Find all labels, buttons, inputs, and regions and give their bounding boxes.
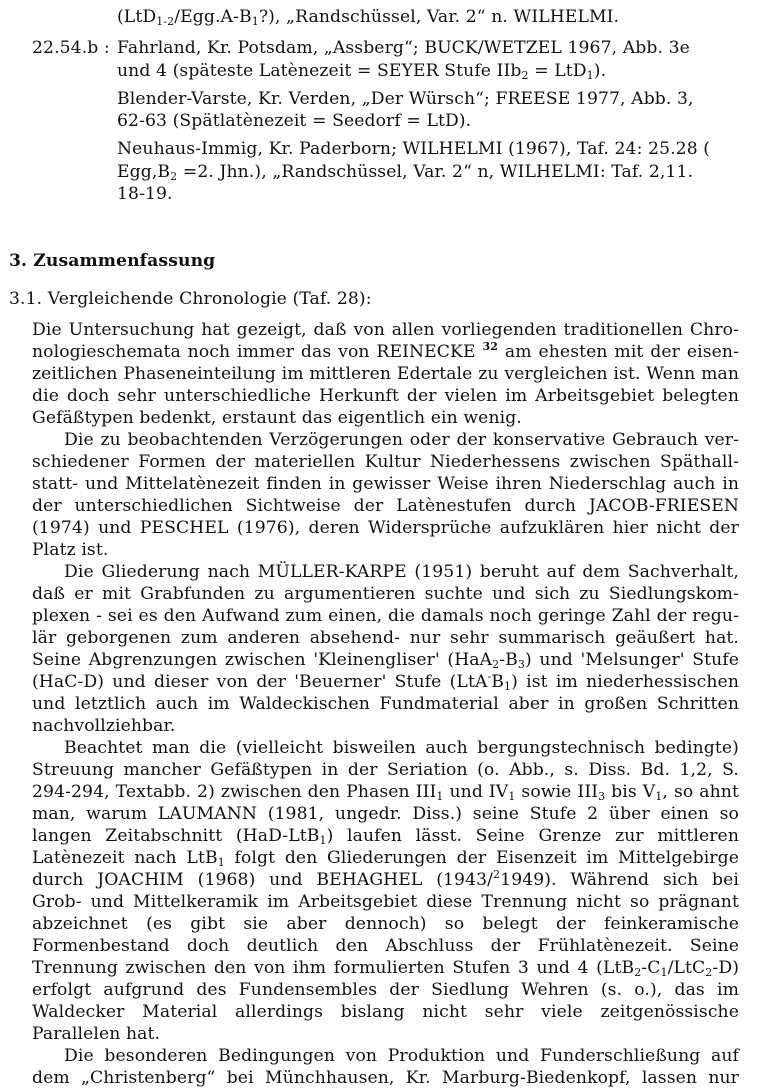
body-line: Gefäßtypen bedenkt, erstaunt das eigentlich ein wenig. xyxy=(32,408,522,428)
body-line: plexen - sei es den Aufwand zum einen, die damals noch geringe Zahl der regu- xyxy=(32,606,739,626)
body-line: Die Untersuchung hat gezeigt, daß von allen vorliegenden traditionellen Chro- xyxy=(32,320,739,340)
section-heading: 3. Zusammenfassung xyxy=(9,251,216,271)
body-line: Formenbestand doch deutlich den Abschluss der Frühlatènezeit. Seine xyxy=(32,936,739,956)
body-line: Platz ist. xyxy=(32,540,109,560)
catalog-line: Blender-Varste, Kr. Verden, „Der Würsch“; FREESE 1977, Abb. 3, xyxy=(117,89,694,109)
body-line: daß er mit Grabfunden zu argumentieren suchte und sich zu Siedlungskom- xyxy=(32,584,739,604)
body-line: statt- und Mittelatènezeit finden in gewisser Weise ihren Niederschlag auch in xyxy=(32,474,739,494)
body-line: 294-294, Textabb. 2) zwischen den Phasen $III_1$ und $IV_1$ sowie $III_3$ bis $V_1$, so ahnt xyxy=(32,782,739,803)
body-line: lär geborgenen zum anderen absehend- nur sehr summarisch geäußert hat. xyxy=(32,628,739,648)
body-line: Parallelen hat. xyxy=(32,1024,161,1044)
catalog-entry-id: 22.54.b : xyxy=(32,38,110,58)
body-line: dem „Christenberg“ bei Münchhausen, Kr. Marburg-Biedenkopf, lassen nur xyxy=(32,1068,739,1088)
catalog-line: 62-63 (Spätlatènezeit = Seedorf = LtD). xyxy=(117,111,472,131)
body-line: die doch sehr unterschiedliche Herkunft der vielen im Arbeitsgebiet belegten xyxy=(32,386,739,406)
body-line: und letztlich auch im Waldeckischen Fundmaterial aber in großen Schritten xyxy=(32,694,739,714)
catalog-line: Neuhaus-Immig, Kr. Paderborn; WILHELMI (1967), Taf. 24: 25.28 ( xyxy=(117,139,711,159)
catalog-line: und 4 (späteste Latènezeit = SEYER Stufe IIb$_2$ = LtD$_1$). xyxy=(117,61,607,82)
body-line: Die zu beobachtenden Verzögerungen oder der konservative Gebrauch ver- xyxy=(64,430,739,450)
body-line: abzeichnet (es gibt sie aber dennoch) so belegt der feinkeramische xyxy=(32,914,739,934)
catalog-line: $Egg,B_2 =2$. Jhn.), „Randschüssel, Var. 2“ n, WILHELMI: Taf. 2,11. xyxy=(117,162,694,183)
subsection-heading: 3.1. Vergleichende Chronologie (Taf. 28): xyxy=(9,289,372,309)
body-line: Seine Abgrenzungen zwischen 'Kleinengliser' $(HaA_2-B_3)$ und 'Melsunger' Stufe xyxy=(32,650,739,671)
body-line: Die Gliederung nach MÜLLER-KARPE (1951) beruht auf dem Sachverhalt, xyxy=(64,562,739,582)
body-line: der unterschiedlichen Sichtweise der Latènestufen durch JACOB-FRIESEN xyxy=(32,496,739,516)
body-line: Grob- und Mittelkeramik im Arbeitsgebiet diese Trennung nicht so prägnant xyxy=(32,892,739,912)
body-line: zeitlichen Phaseneinteilung im mittleren Edertale zu vergleichen ist. Wenn man xyxy=(32,364,739,384)
body-line: Beachtet man die (vielleicht bisweilen auch bergungstechnisch bedingte) xyxy=(64,738,739,758)
body-line: durch JOACHIM (1968) und BEHAGHEL (1943/$^2$1949). Während sich bei xyxy=(32,868,740,890)
body-line: erfolgt aufgrund des Fundensembles der Siedlung Wehren (s. o.), das im xyxy=(32,980,739,1000)
body-line: Waldecker Material allerdings bislang nicht sehr viele zeitgenössische xyxy=(32,1002,739,1022)
body-line: (HaC-D) und dieser von der 'Beuerner' Stufe $(LtA^-B_1)$ ist im niederhessischen xyxy=(32,670,739,693)
body-line: nachvollziehbar. xyxy=(32,716,176,736)
body-line: langen Zeitabschnitt (HaD-LtB$_1$) laufen lässt. Seine Grenze zur mittleren xyxy=(32,826,739,847)
body-line: schiedener Formen der materiellen Kultur Niederhessens zwischen Späthall- xyxy=(32,452,739,472)
body-line: man, warum LAUMANN (1981, ungedr. Diss.) seine Stufe 2 über einen so xyxy=(32,804,739,824)
body-line: Trennung zwischen den von ihm formulierten Stufen 3 und 4 $(LtB_2-C_1/LtC_2-D)$ xyxy=(32,958,739,979)
body-line: Die besonderen Bedingungen von Produktion und Funderschließung auf xyxy=(64,1046,739,1066)
body-line: Streuung mancher Gefäßtypen in der Seriation (o. Abb., s. Diss. Bd. 1,2, S. xyxy=(32,760,739,780)
body-line: (1974) und PESCHEL (1976), deren Widersprüche aufzuklären hier nicht der xyxy=(32,518,739,538)
body-line: Latènezeit nach LtB$_1$ folgt den Gliederungen der Eisenzeit im Mittelgebirge xyxy=(32,848,740,869)
catalog-line: 18-19. xyxy=(117,184,173,204)
catalog-line: $(LtD_{1-2}/Egg.A-B_1?)$, „Randschüssel, Var. 2“ n. WILHELMI. xyxy=(117,7,620,28)
body-line: nologieschemata noch immer das von REINECKE $^{32}$ am ehesten mit der eisen- xyxy=(32,340,739,362)
catalog-line: Fahrland, Kr. Potsdam, „Assberg“; BUCK/WETZEL 1967, Abb. 3e xyxy=(117,38,690,58)
